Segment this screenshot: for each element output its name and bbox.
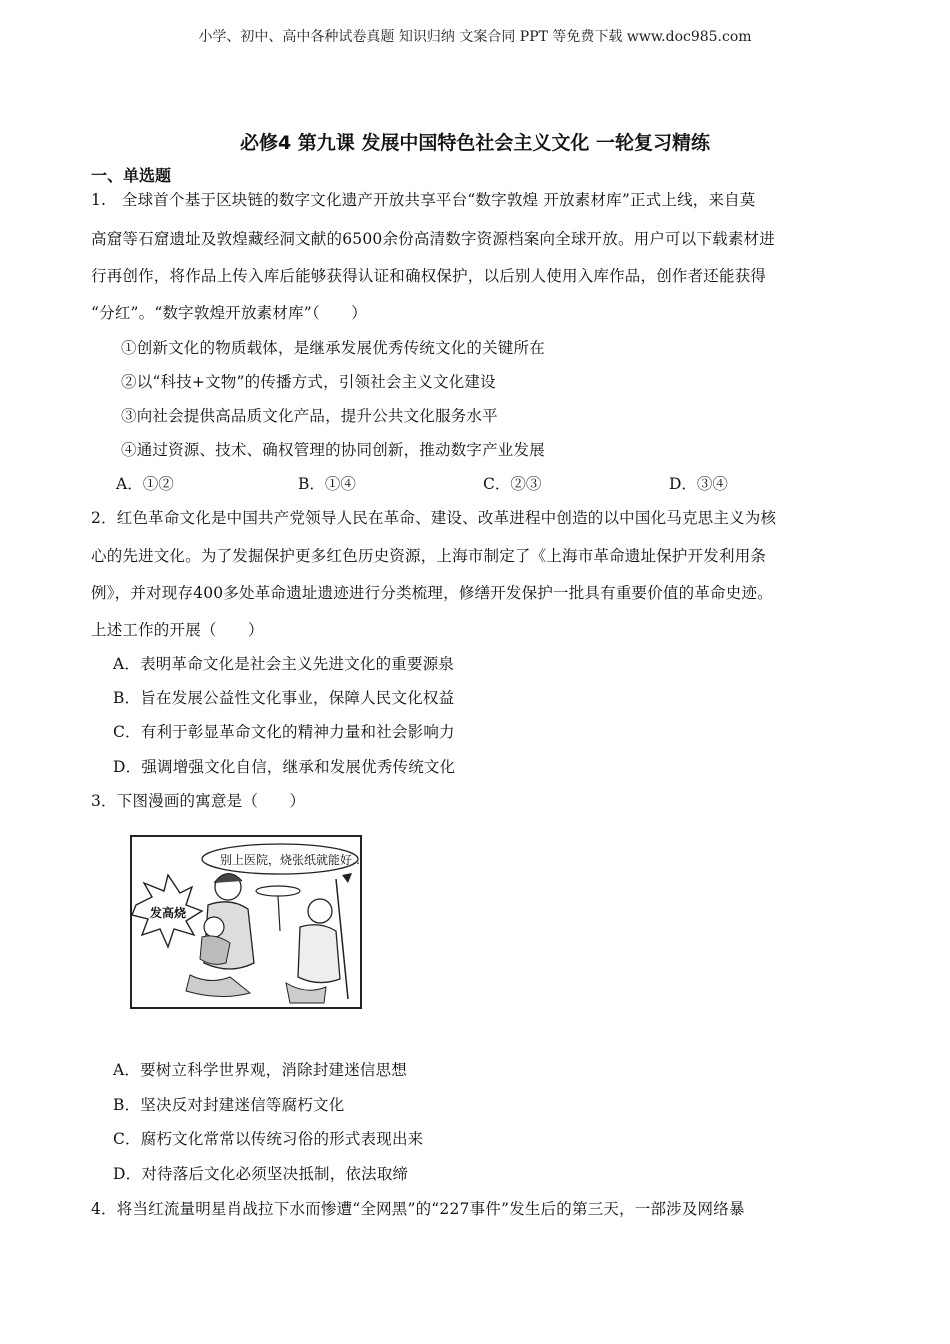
q1-option-b[interactable]: B．①④ [298, 475, 356, 493]
section-heading: 一、单选题 [91, 166, 172, 185]
q4-stem: 4．将当红流量明星肖战拉下水而惨遭“全网黑”的“227事件”发生后的第三天，一部涉及网络暴 [91, 1200, 745, 1218]
q1-line: 1. 全球首个基于区块链的数字文化遗产开放共享平台“数字敦煌 开放素材库”正式上线，来自莫 [91, 191, 756, 209]
q1-line: 高窟等石窟遗址及敦煌藏经洞文献的6500余份高清数字资源档案向全球开放。用户可以下载素材进 [91, 230, 775, 248]
q1-line: 行再创作，将作品上传入库后能够获得认证和确权保护，以后别人使用入库作品，创作者还能获得 [91, 267, 767, 285]
q2-line: 2．红色革命文化是中国共产党领导人民在革命、建设、改革进程中创造的以中国化马克思主义为核 [91, 509, 777, 527]
document-title: 必修4 第九课 发展中国特色社会主义文化 一轮复习精练 [239, 132, 711, 154]
q1-line: “分红”。“数字敦煌开放素材库”（ ） [91, 304, 367, 322]
q1-option-d[interactable]: D．③④ [669, 475, 728, 493]
q3-option-d[interactable]: D．对待落后文化必须坚决抵制，依法取缔 [113, 1165, 409, 1183]
q3-option-a[interactable]: A．要树立科学世界观，消除封建迷信思想 [113, 1061, 407, 1079]
q3-option-c[interactable]: C．腐朽文化常常以传统习俗的形式表现出来 [113, 1130, 424, 1148]
q3-cartoon [130, 835, 362, 1009]
page-header: 小学、初中、高中各种试卷真题 知识归纳 文案合同 PPT 等免费下载 www.doc985.com [198, 29, 752, 45]
child-figure [204, 917, 224, 937]
speech-bubble-text: 别上医院，烧张纸就能好…… [220, 853, 362, 867]
q1-statement: ①创新文化的物质载体，是继承发展优秀传统文化的关键所在 [121, 339, 545, 357]
q2-line: 上述工作的开展（ ） [91, 621, 264, 639]
q1-statement: ④通过资源、技术、确权管理的协同创新，推动数字产业发展 [121, 441, 545, 459]
q3-stem: 3．下图漫画的寓意是（ ） [91, 792, 306, 810]
q1-statement: ③向社会提供高品质文化产品，提升公共文化服务水平 [121, 407, 498, 425]
q2-option-d[interactable]: D．强调增强文化自信，继承和发展优秀传统文化 [113, 758, 456, 776]
cartoon-illustration [130, 835, 362, 1009]
q2-line: 例》，并对现存400多处革命遗址遗迹进行分类梳理，修缮开发保护一批具有重要价值的革命史迹。 [91, 584, 773, 602]
q2-option-b[interactable]: B．旨在发展公益性文化事业，保障人民文化权益 [113, 689, 455, 707]
q3-option-b[interactable]: B．坚决反对封建迷信等腐朽文化 [113, 1096, 345, 1114]
lamp-icon [256, 886, 300, 896]
q1-option-c[interactable]: C．②③ [483, 475, 542, 493]
q2-line: 心的先进文化。为了发掘保护更多红色历史资源，上海市制定了《上海市革命遗址保护开发利用条 [91, 547, 767, 565]
fever-label: 发高烧 [150, 906, 187, 920]
q2-option-a[interactable]: A．表明革命文化是社会主义先进文化的重要源泉 [113, 655, 455, 673]
q2-option-c[interactable]: C．有利于彰显革命文化的精神力量和社会影响力 [113, 723, 455, 741]
q1-statement: ②以“科技+文物”的传播方式，引领社会主义文化建设 [121, 373, 496, 391]
old-man-figure [308, 899, 332, 923]
q1-option-a[interactable]: A．①② [116, 475, 174, 493]
